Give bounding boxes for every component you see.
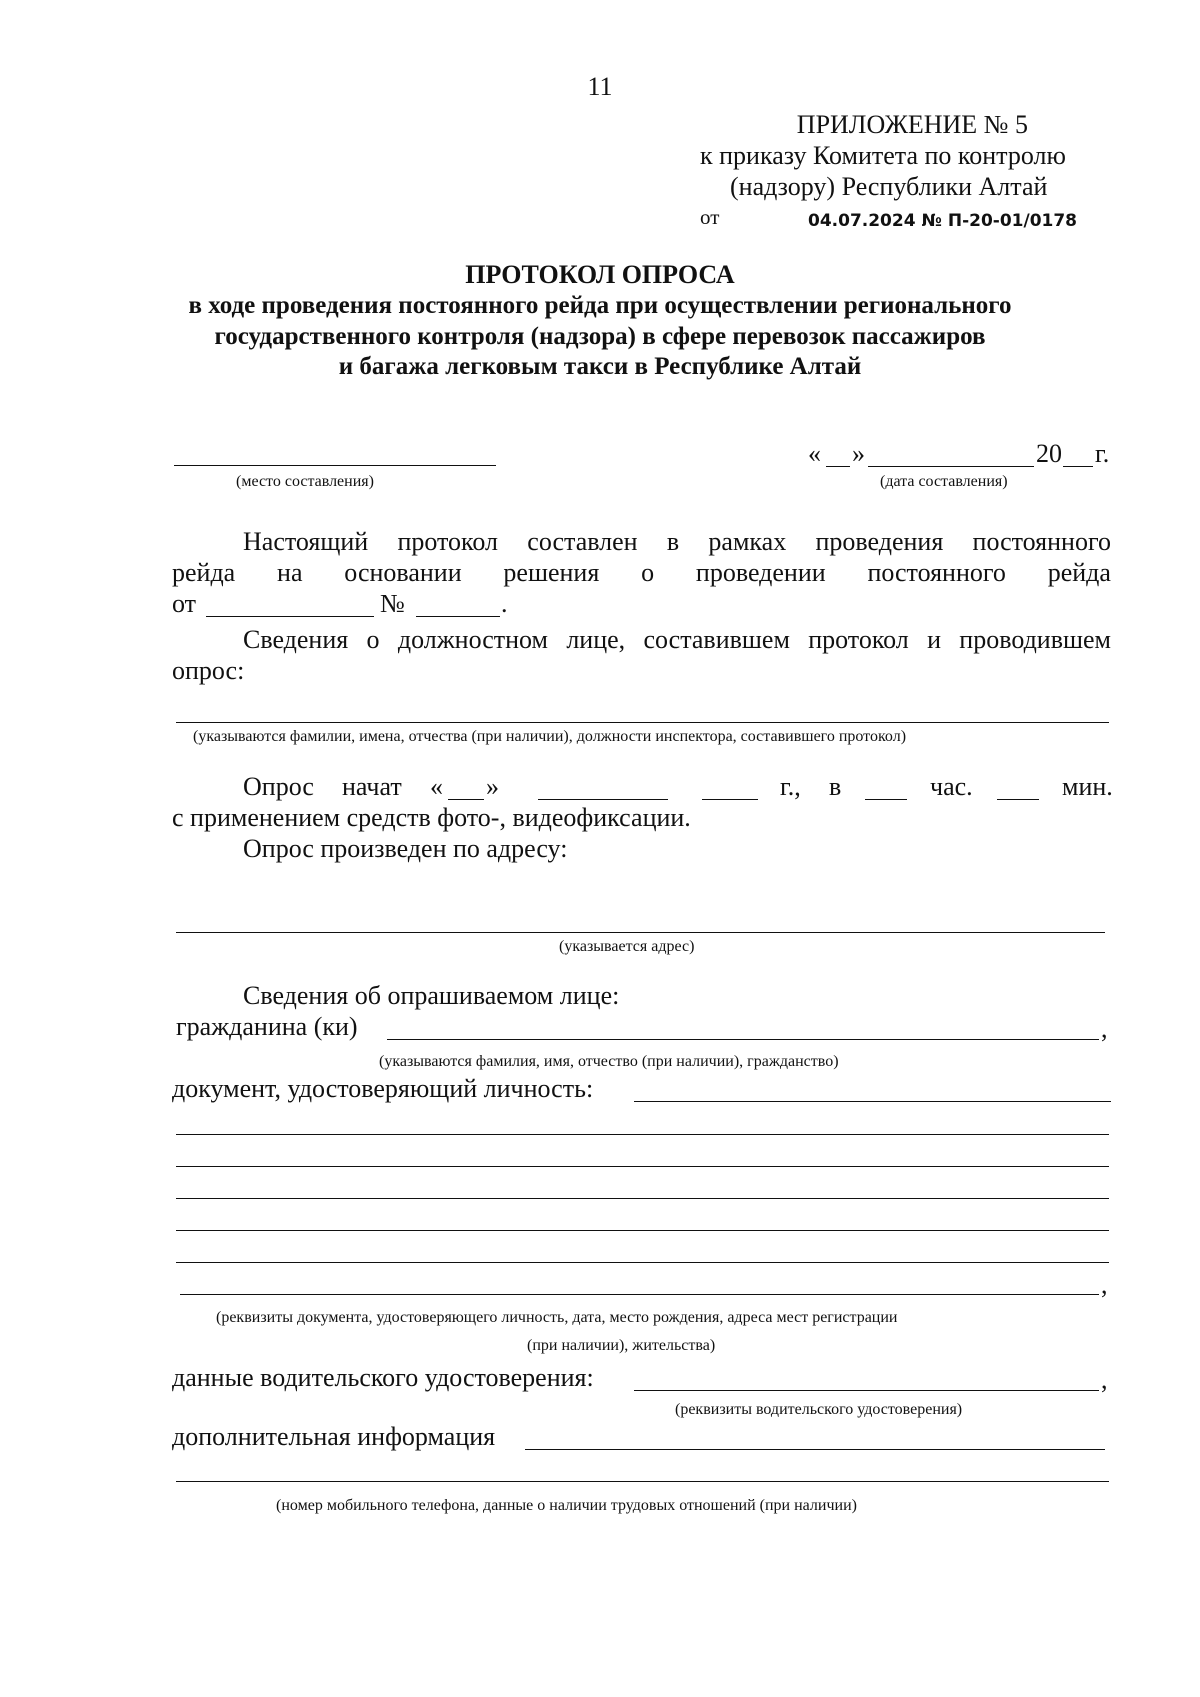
date-month-line[interactable]	[868, 466, 1034, 467]
para1-word: на	[277, 558, 303, 587]
license-line[interactable]	[634, 1390, 1099, 1391]
appendix-from: от	[700, 205, 720, 229]
citizen-label: гражданина (ки)	[176, 1012, 358, 1041]
citizen-line[interactable]	[387, 1039, 1099, 1040]
protocol-title: ПРОТОКОЛ ОПРОСА	[465, 260, 735, 289]
extra-info-caption: (номер мобильного телефона, данные о наличии трудовых отношений (при наличии)	[276, 1497, 857, 1514]
appendix-line1: к приказу Комитета по контролю	[700, 141, 1066, 170]
date-day-line[interactable]	[826, 466, 850, 467]
decision-number-line[interactable]	[416, 616, 500, 617]
id-detail-line-2[interactable]	[176, 1166, 1109, 1167]
para1-period: .	[501, 589, 508, 618]
appendix-line2: (надзору) Республики Алтай	[730, 172, 1048, 201]
para1-word: решения	[503, 558, 600, 587]
para1-word: проведении	[695, 558, 826, 587]
para1-word: основании	[344, 558, 462, 587]
address-line[interactable]	[176, 932, 1105, 933]
para3-line2: с применением средств фото-, видеофиксации.	[172, 803, 691, 832]
id-comma: ,	[1101, 1270, 1108, 1299]
id-detail-line-4[interactable]	[176, 1230, 1109, 1231]
date-year-suffix: г.	[1095, 439, 1110, 468]
para1-number-sign: №	[380, 589, 405, 618]
para1-word: постоянного	[867, 558, 1006, 587]
id-detail-line-5[interactable]	[176, 1262, 1109, 1263]
id-document-label: документ, удостоверяющий личность:	[172, 1074, 594, 1103]
heading-line3: и багажа легковым такси в Республике Алтай	[338, 353, 862, 380]
start-day-line[interactable]	[448, 799, 484, 800]
appendix-title: ПРИЛОЖЕНИЕ № 5	[796, 110, 1028, 139]
place-caption: (место составления)	[236, 473, 374, 490]
decision-date-line[interactable]	[206, 616, 374, 617]
para3-minutes-label: мин.	[1062, 772, 1113, 801]
para3-word-opros: Опрос	[243, 772, 314, 801]
address-caption: (указывается адрес)	[559, 938, 695, 955]
inspector-line[interactable]	[176, 722, 1109, 723]
start-year-line[interactable]	[702, 799, 758, 800]
para3-hours-label: час.	[930, 772, 973, 801]
date-open-quote: «	[808, 439, 821, 468]
citizen-comma: ,	[1101, 1014, 1108, 1043]
id-detail-line-1[interactable]	[176, 1134, 1109, 1135]
para1-word: о	[641, 558, 655, 587]
para1-word: рейда	[1047, 558, 1111, 587]
heading-line1: в ходе проведения постоянного рейда при осуществлении регионального	[188, 292, 1012, 319]
start-minute-line[interactable]	[997, 799, 1039, 800]
id-detail-line-6[interactable]	[180, 1294, 1099, 1295]
license-label: данные водительского удостоверения:	[172, 1363, 594, 1392]
page-number: 11	[587, 72, 613, 101]
date-year-line[interactable]	[1063, 466, 1093, 467]
citizen-caption: (указываются фамилия, имя, отчество (при наличии), гражданство)	[379, 1053, 839, 1070]
place-line[interactable]	[174, 465, 496, 466]
id-caption-line1: (реквизиты документа, удостоверяющего личность, дата, место рождения, адреса мест регистрации	[216, 1309, 898, 1326]
person-title: Сведения об опрашиваемом лице:	[243, 981, 620, 1010]
extra-info-label: дополнительная информация	[172, 1422, 496, 1451]
para1-line2	[172, 558, 1111, 588]
para2-line2: опрос:	[172, 656, 245, 685]
inspector-caption: (указываются фамилии, имена, отчества (при наличии), должности инспектора, составившего протокол)	[193, 728, 907, 745]
id-caption-line2: (при наличии), жительства)	[527, 1337, 716, 1354]
heading-line2: государственного контроля (надзора) в сфере перевозок пассажиров	[214, 323, 986, 350]
appendix-date-number: 04.07.2024 № П-20-01/0178	[808, 211, 1078, 231]
start-hour-line[interactable]	[865, 799, 907, 800]
para3-year-abbr: г.,	[780, 772, 801, 801]
para1-from: от	[172, 589, 197, 618]
date-caption: (дата составления)	[880, 473, 1008, 490]
license-caption: (реквизиты водительского удостоверения)	[675, 1401, 963, 1418]
para3-line3: Опрос произведен по адресу:	[243, 834, 568, 863]
id-detail-line-3[interactable]	[176, 1198, 1109, 1199]
para3-word-v: в	[829, 772, 842, 801]
para3-word-nachat: начат	[342, 772, 402, 801]
para2-line1: Сведения о должностном лице, составившем протокол и проводившем	[243, 625, 1111, 654]
date-year-prefix: 20	[1036, 439, 1062, 468]
para1-line1: Настоящий протокол составлен в рамках проведения постоянного	[243, 527, 1111, 556]
license-comma: ,	[1101, 1365, 1108, 1394]
para1-word: рейда	[172, 558, 236, 587]
extra-info-line-2[interactable]	[176, 1481, 1109, 1482]
start-month-line[interactable]	[538, 799, 668, 800]
date-close-quote: »	[852, 439, 865, 468]
id-document-line[interactable]	[634, 1101, 1111, 1102]
para3-open-quote: «	[430, 772, 443, 801]
extra-info-line[interactable]	[525, 1449, 1105, 1450]
para3-close-quote: »	[486, 772, 499, 801]
